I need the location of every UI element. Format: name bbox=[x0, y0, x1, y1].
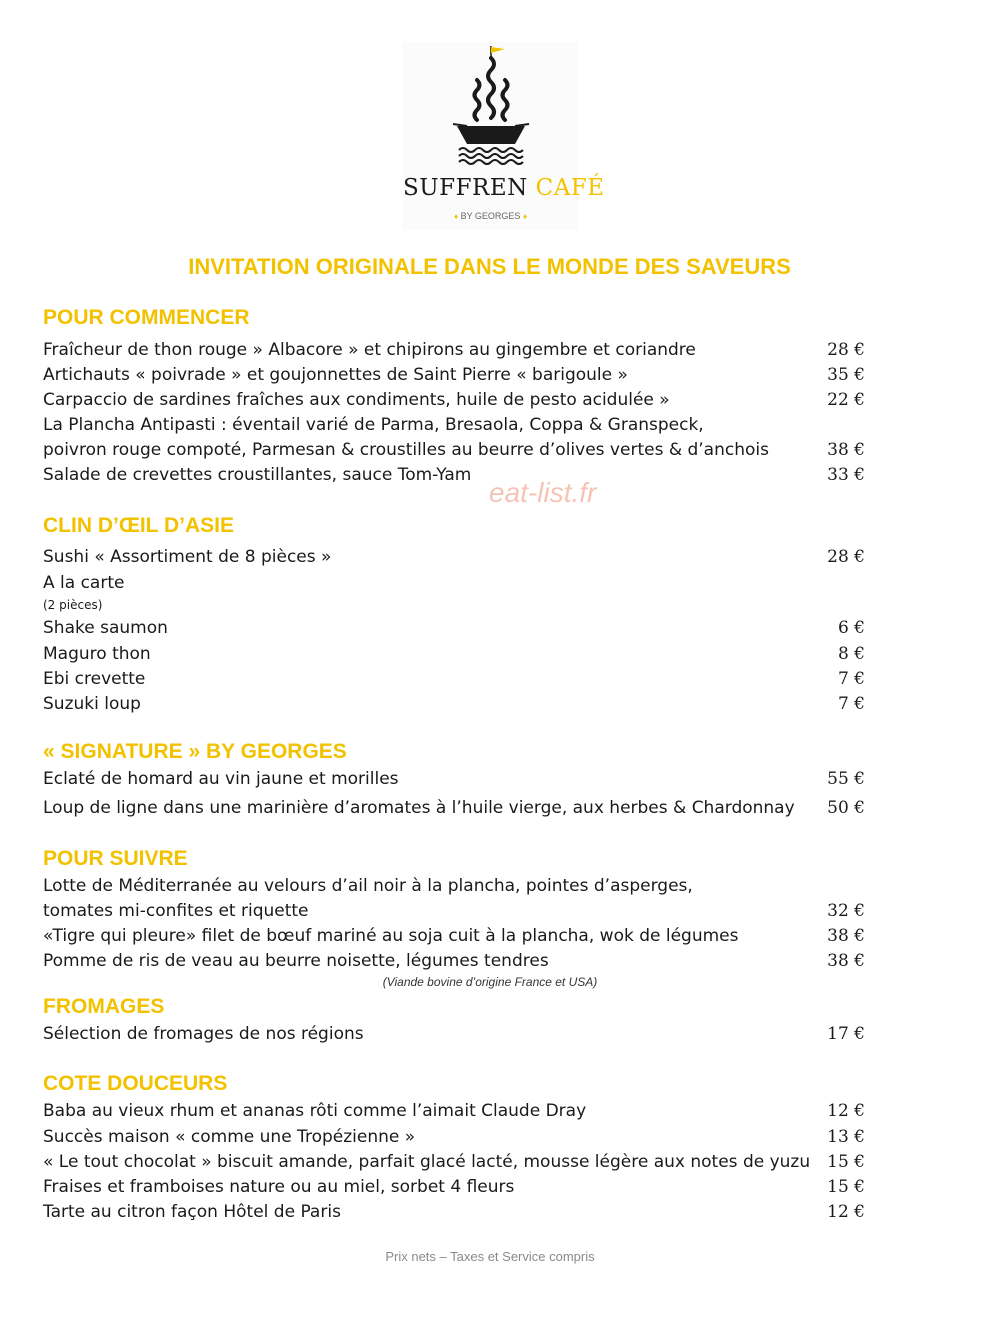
section-title: FROMAGES bbox=[43, 995, 165, 1018]
menu-item: poivron rouge compoté, Parmesan & croustilles au beurre d’olives vertes & d’anchois bbox=[43, 440, 769, 460]
menu-item: tomates mi-confites et riquette bbox=[43, 901, 309, 921]
section-title: COTE DOUCEURS bbox=[43, 1072, 228, 1095]
footer-note: Prix nets – Taxes et Service compris bbox=[385, 1249, 595, 1264]
byline-text: BY GEORGES bbox=[460, 211, 521, 221]
menu-item-price: 28 € bbox=[827, 547, 865, 567]
menu-item-price: 28 € bbox=[827, 340, 865, 360]
menu-item-price: 7 € bbox=[837, 694, 865, 714]
menu-item-price: 38 € bbox=[827, 951, 865, 971]
section-title: « SIGNATURE » BY GEORGES bbox=[43, 740, 347, 763]
menu-item: Tarte au citron façon Hôtel de Paris bbox=[43, 1202, 341, 1222]
menu-item: «Tigre qui pleure» filet de bœuf mariné au soja cuit à la plancha, wok de légumes bbox=[43, 926, 739, 946]
menu-item-price: 15 € bbox=[827, 1177, 865, 1197]
menu-item: A la carte bbox=[43, 573, 125, 593]
menu-item: Loup de ligne dans une marinière d’aromates à l’huile vierge, aux herbes & Chardonnay bbox=[43, 798, 795, 818]
dot-icon: ♦ bbox=[522, 212, 528, 221]
menu-item: « Le tout chocolat » biscuit amande, parfait glacé lacté, mousse légère aux notes de yuzu bbox=[43, 1152, 811, 1172]
menu-item: Eclaté de homard au vin jaune et morilles bbox=[43, 769, 399, 789]
menu-item-price: 8 € bbox=[837, 644, 865, 664]
menu-item-price: 15 € bbox=[827, 1152, 865, 1172]
menu-item-price: 33 € bbox=[827, 465, 865, 485]
menu-item: Maguro thon bbox=[43, 644, 151, 664]
dot-icon: ♦ bbox=[453, 212, 459, 221]
menu-item: Fraises et framboises nature ou au miel, sorbet 4 fleurs bbox=[43, 1177, 515, 1197]
origin-note: (Viande bovine d’origine France et USA) bbox=[382, 975, 598, 989]
brand-name-part1: SUFFREN bbox=[403, 175, 528, 201]
menu-item: Carpaccio de sardines fraîches aux condiments, huile de pesto acidulée » bbox=[43, 390, 670, 410]
watermark: eat-list.fr bbox=[489, 477, 597, 508]
brand-name bbox=[403, 175, 605, 201]
section-title: POUR COMMENCER bbox=[43, 306, 250, 329]
menu-item: Artichauts « poivrade » et goujonnettes de Saint Pierre « barigoule » bbox=[43, 365, 628, 385]
menu-item-price: 35 € bbox=[827, 365, 865, 385]
menu-item-price: 17 € bbox=[827, 1024, 865, 1044]
menu-item: Sushi « Assortiment de 8 pièces » bbox=[43, 547, 332, 567]
menu-item-price: 6 € bbox=[837, 618, 865, 638]
menu-item: Salade de crevettes croustillantes, sauce Tom-Yam bbox=[43, 465, 472, 485]
restaurant-logo bbox=[403, 42, 605, 230]
menu-item-subnote: (2 pièces) bbox=[43, 598, 103, 612]
menu-item-price: 7 € bbox=[837, 669, 865, 689]
brand-byline bbox=[403, 211, 578, 221]
menu-item: Baba au vieux rhum et ananas rôti comme l’aimait Claude Dray bbox=[43, 1101, 587, 1121]
menu-item: Sélection de fromages de nos régions bbox=[43, 1024, 364, 1044]
menu-item: Ebi crevette bbox=[43, 669, 146, 689]
menu-item-price: 38 € bbox=[827, 926, 865, 946]
menu-item-price: 32 € bbox=[827, 901, 865, 921]
section-title: POUR SUIVRE bbox=[43, 847, 188, 870]
menu-item-price: 13 € bbox=[827, 1127, 865, 1147]
menu-item: Pomme de ris de veau au beurre noisette, légumes tendres bbox=[43, 951, 549, 971]
menu-item-price: 55 € bbox=[827, 769, 865, 789]
menu-title: INVITATION ORIGINALE DANS LE MONDE DES SAVEURS bbox=[188, 254, 791, 279]
menu-item: Lotte de Méditerranée au velours d’ail noir à la plancha, pointes d’asperges, bbox=[43, 876, 693, 896]
menu-item-price: 12 € bbox=[827, 1101, 865, 1121]
menu-item: Shake saumon bbox=[43, 618, 168, 638]
menu-item-price: 12 € bbox=[827, 1202, 865, 1222]
menu-item-price: 38 € bbox=[827, 440, 865, 460]
section-title: CLIN D’ŒIL D’ASIE bbox=[43, 514, 234, 537]
menu-item-price: 50 € bbox=[827, 798, 865, 818]
menu-item-price: 22 € bbox=[827, 390, 865, 410]
menu-item: Suzuki loup bbox=[43, 694, 141, 714]
brand-name-part2: CAFÉ bbox=[535, 175, 605, 201]
ship-icon bbox=[451, 44, 531, 169]
menu-item: La Plancha Antipasti : éventail varié de Parma, Bresaola, Coppa & Granspeck, bbox=[43, 415, 704, 435]
menu-item: Succès maison « comme une Tropézienne » bbox=[43, 1127, 416, 1147]
menu-item: Fraîcheur de thon rouge » Albacore » et chipirons au gingembre et coriandre bbox=[43, 340, 696, 360]
